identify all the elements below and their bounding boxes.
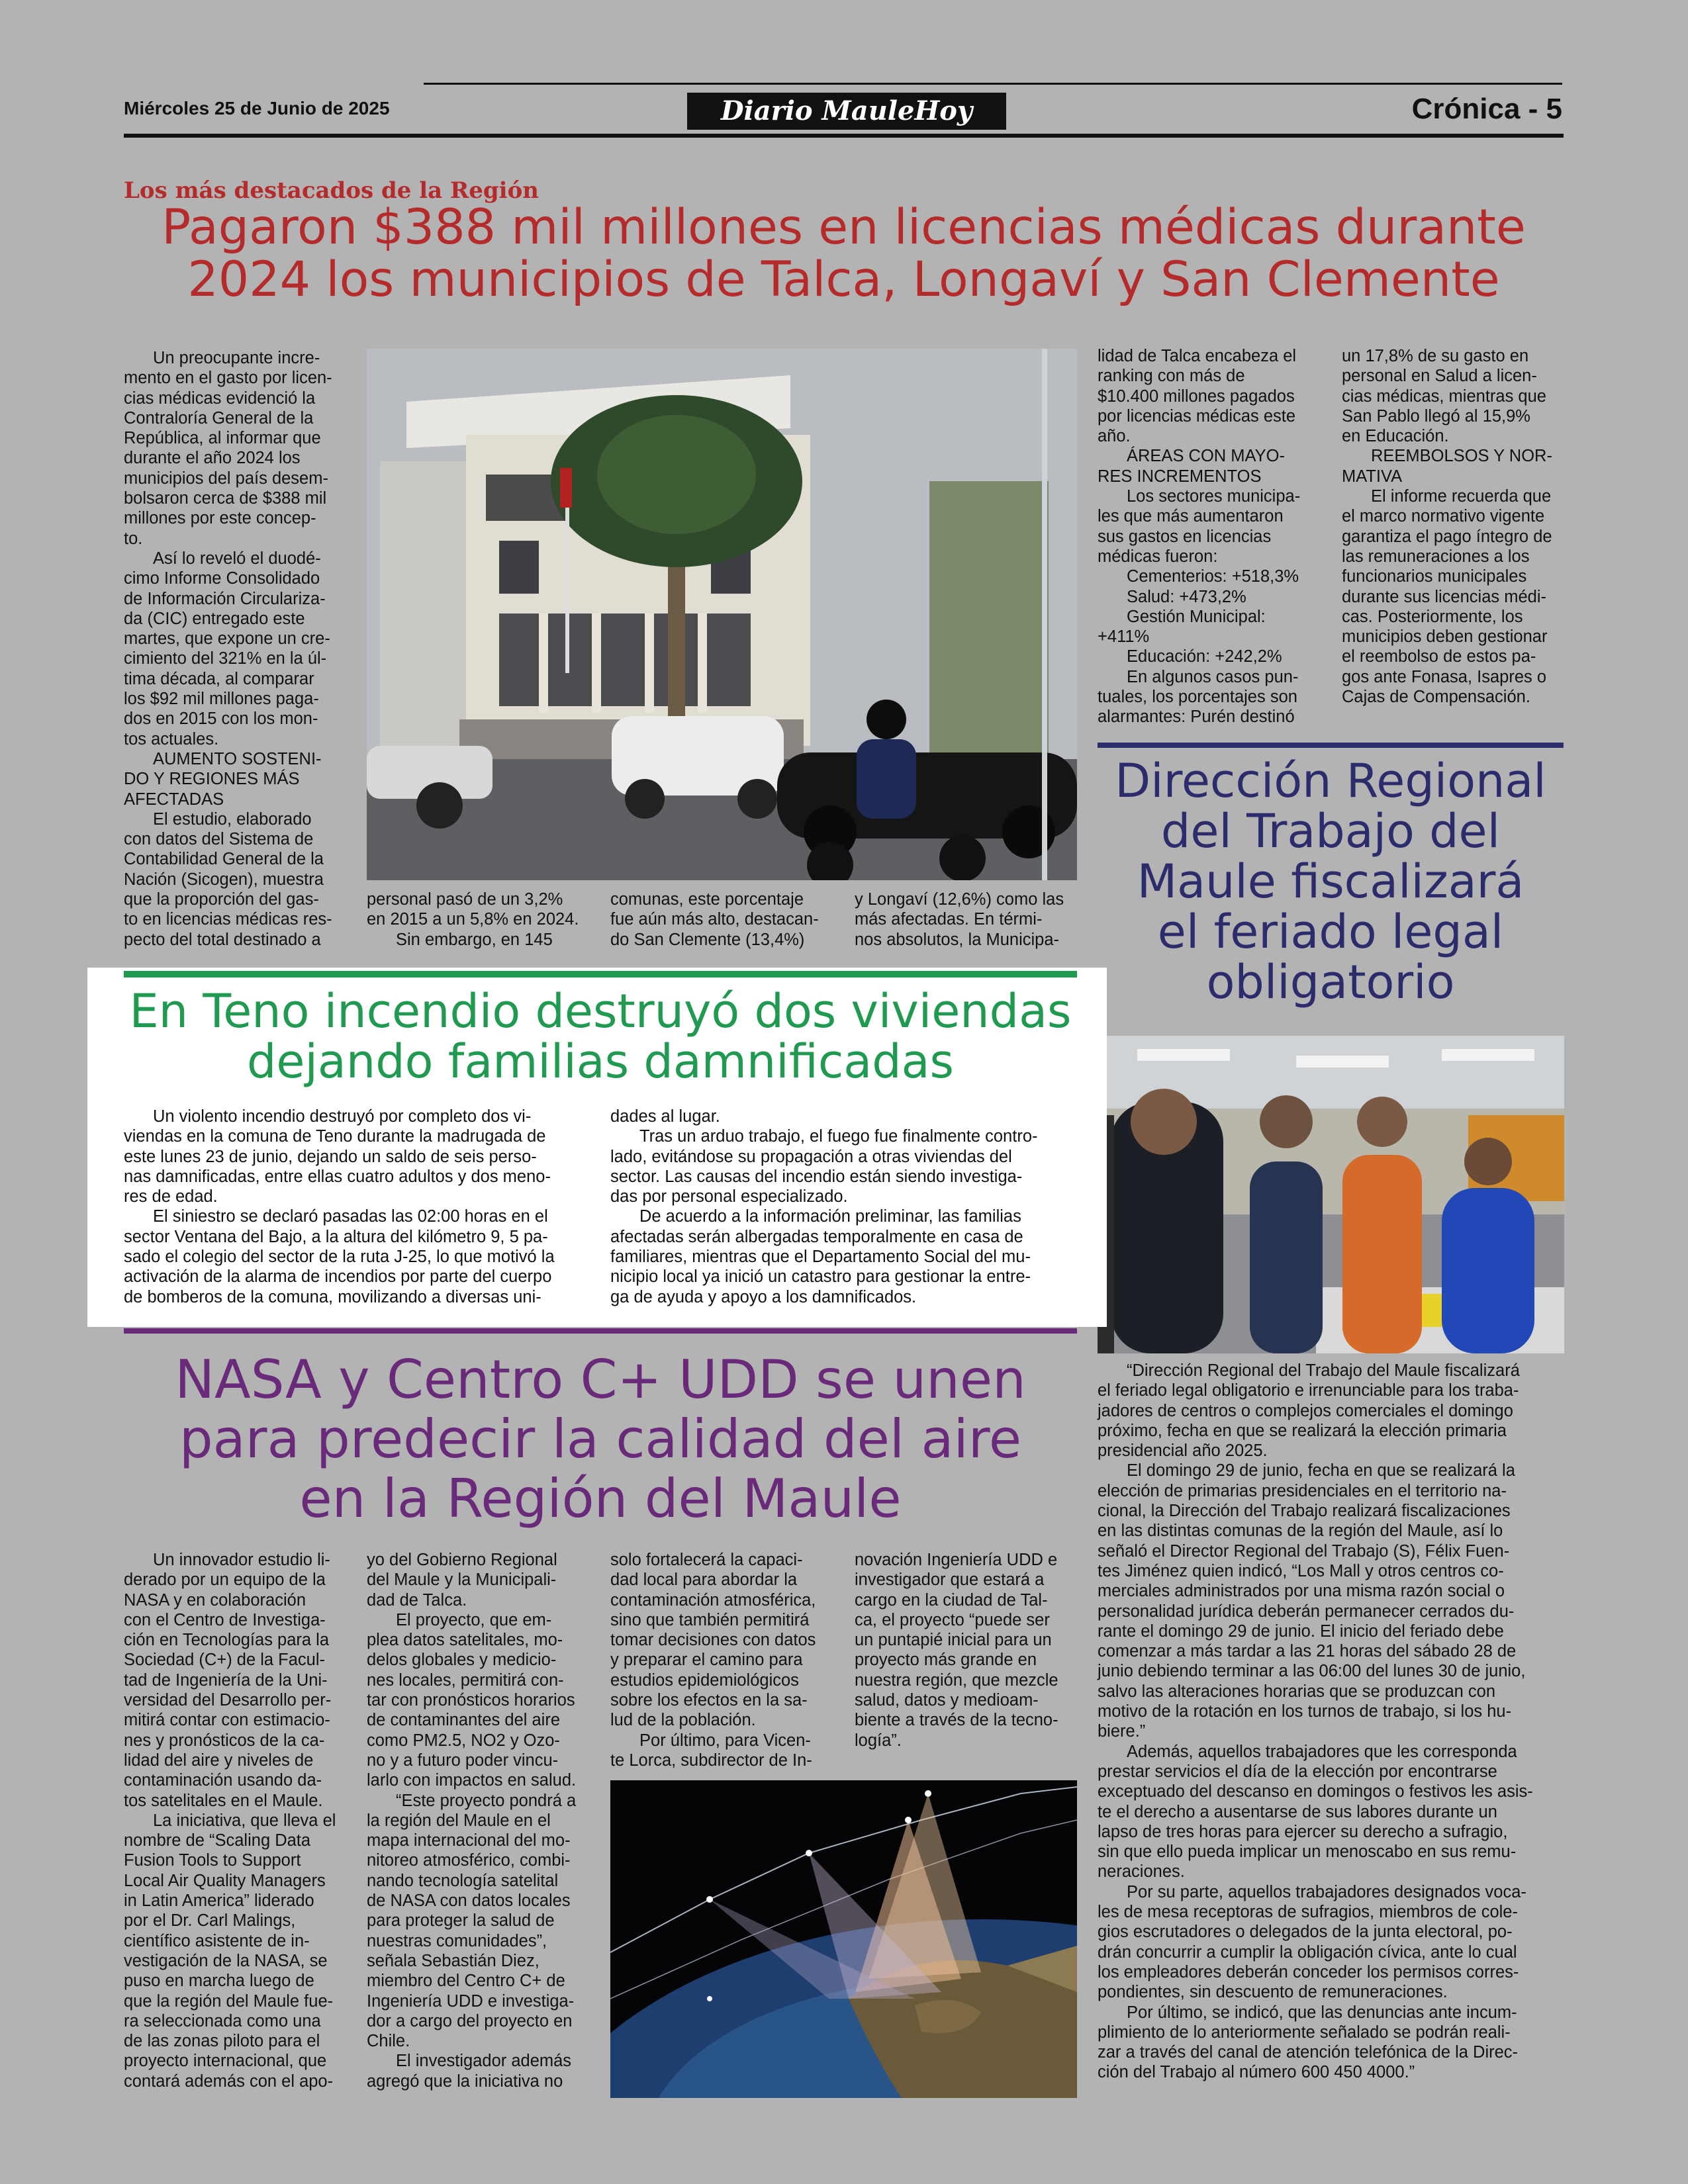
paragraph: comunas, este porcentaje fue aún más alto, destacan- do San Clemente (13,4%) bbox=[610, 890, 819, 949]
nasa-col-2 bbox=[367, 1550, 588, 2091]
stat-line: Gestión Municipal: +411% bbox=[1098, 607, 1266, 647]
paragraph: personal pasó de un 3,2% en 2015 a un 5,8% en 2024. bbox=[367, 890, 579, 929]
paragraph: Tras un arduo trabajo, el fuego fue finalmente contro- lado, evitándose su propagación a otras viviendas del sector. Las causas del incendio están siendo investiga- das por personal especializado. bbox=[610, 1127, 1038, 1206]
paragraph: En algunos casos pun- tuales, los porcentajes son alarmantes: Purén destinó bbox=[1098, 667, 1299, 727]
trabajo-body bbox=[1098, 1361, 1564, 2083]
licencias-col-3 bbox=[610, 889, 834, 950]
stat-line: Educación: +242,2% bbox=[1127, 647, 1282, 666]
paragraph: El domingo 29 de junio, fecha en que se realizará la elección de primarias presidenciales en el territorio na- cional, la Dirección del Trabajo realizará fiscalizaciones en las distintas comunas de la región del Maule, así lo señaló el Director Regional del Trabajo (S), Félix Fuen- tes Jiménez quien indicó, “Los Mall y otros centros co- merciales administrados por una misma razón social o personalidad jurídica deberán permanecer cerrados du- rante el domingo 29 de junio. El inicio del feriado debe comenzar a más tardar a las 21 horas del sábado 28 de junio debiendo terminar a las 06:00 del lunes 30 de junio, salvo las alteraciones horarias que se produzcan con motivo de la rotación en los turnos de trabajo, si los hu- biere.” bbox=[1098, 1461, 1526, 1741]
teno-top-rule bbox=[124, 971, 1077, 978]
licencias-col-5 bbox=[1098, 346, 1319, 727]
paragraph: El siniestro se declaró pasadas las 02:00 horas en el sector Ventana del Bajo, a la altura del kilómetro 9, 5 pa- sado el colegio del sector de la ruta J-25, lo que motivó la activación de la alarma de incendios por parte del cuerpo de bomberos de la comuna, movilizando a diversas uni- bbox=[124, 1207, 555, 1306]
stat-line: Salud: +473,2% bbox=[1127, 587, 1246, 606]
teno-col-2 bbox=[610, 1107, 1077, 1307]
nasa-col-3 bbox=[610, 1550, 834, 1770]
paragraph: Por su parte, aquellos trabajadores designados voca- les de mesa receptoras de sufragios, miembros de cole- gios escrutadores o delegados de la junta electoral, po- drán concurrir a cumplir la obligación cívica, ante lo cual los empleadores deberán conceder los permisos corres- pondientes, sin descuento de remuneraciones. bbox=[1098, 1882, 1526, 2002]
paragraph: y Longaví (12,6%) como las más afectadas. En térmi- nos absolutos, la Municipa- bbox=[855, 890, 1064, 949]
header-date: Miércoles 25 de Junio de 2025 bbox=[124, 98, 390, 118]
paragraph: lidad de Talca encabeza el ranking con más de $10.400 millones pagados por licencias médicas este año. bbox=[1098, 347, 1297, 446]
paragraph: El proyecto, que em- plea datos satelitales, mo- delos globales y medicio- nes locales, permitirá con- tar con pronósticos horarios de contaminantes del aire como PM2.5, NO2 y Ozo- no y a futuro poder vincu- larlo con impactos en salud. bbox=[367, 1610, 577, 1790]
paragraph: La iniciativa, que lleva el nombre de “Scaling Data Fusion Tools to Support Local Air Quality Managers in Latin America” liderado por el Dr. Carl Malings, científico asistente de in- vestigación de la NASA, se puso en marcha luego de que la región del Maule fue- ra seleccionada como una de las zonas piloto para el proyecto internacional, que contará además con el apo- bbox=[124, 1811, 336, 2091]
municipal-building-photo bbox=[367, 349, 1077, 880]
paragraph: Un preocupante incre- mento en el gasto por licen- cias médicas evidenció la Contraloría General de la República, al informar que durante el año 2024 los municipios del país desem- bolsaron cerca de $388 mil millones por este concep- to. bbox=[124, 349, 332, 548]
masthead-title: Diario MauleHoy bbox=[720, 95, 973, 126]
licencias-col-2 bbox=[367, 889, 590, 950]
paragraph: novación Ingeniería UDD e investigador que estará a cargo en la ciudad de Tal- ca, el proyecto “puede ser un puntapié inicial para un proyecto más grande en nuestra región, que mezcle salud, datos y medioam- biente a través de la tecno- logía”. bbox=[855, 1551, 1058, 1750]
licencias-col-4 bbox=[855, 889, 1077, 950]
paragraph: Un innovador estudio li- derado por un equipo de la NASA y en colaboración con el Centro de Investiga- ción en Tecnologías para la Sociedad (C+) de la Facul- tad de Ingeniería de la Uni- versidad del Desarrollo per- mitirá contar con estimacio- nes y pronósticos de la ca- lidad del aire y niveles de contaminación usando da- tos satelitales en el Maule. bbox=[124, 1551, 332, 1810]
officials-meeting-photo bbox=[1098, 1036, 1564, 1353]
section-label: Crónica - 5 bbox=[1411, 93, 1562, 125]
paragraph: yo del Gobierno Regional del Maule y la Municipali- dad de Talca. bbox=[367, 1551, 557, 1610]
paragraph: “Este proyecto pondrá a la región del Maule en el mapa internacional del mo- nitoreo atmosférico, combi- nando tecnología satelital de NASA con datos locales para proteger la salud de nuestras comunidades”, señala Sebastián Diez, miembro del Centro C+ de Ingeniería UDD e investiga- dor a cargo del proyecto en Chile. bbox=[367, 1791, 577, 2051]
satellite-earth-photo bbox=[610, 1780, 1077, 2098]
licencias-col-6 bbox=[1342, 346, 1564, 707]
kicker: Los más destacados de la Región bbox=[124, 177, 539, 204]
paragraph: De acuerdo a la información preliminar, las familias afectadas serán albergadas temporalmente en casa de familiares, mientras que el Departamento Social del mu- nicipio local ya inició un catastro para gestionar la entre- ga de ayuda y apoyo a los damnificados. bbox=[610, 1207, 1031, 1306]
satellite-earth-illustration bbox=[610, 1780, 1077, 2098]
municipal-building-illustration bbox=[367, 349, 1077, 880]
subheading: REEMBOLSOS Y NOR- MATIVA bbox=[1342, 447, 1552, 486]
licencias-col-1 bbox=[124, 348, 346, 950]
paragraph: dades al lugar. bbox=[610, 1107, 720, 1126]
teno-col-1 bbox=[124, 1107, 587, 1307]
teno-headline: En Teno incendio destruyó dos viviendas dejando familias damnificadas bbox=[129, 984, 1072, 1089]
paragraph: El estudio, elaborado con datos del Sistema de Contabilidad General de la Nación (Sicogen), muestra que la proporción del gas- to en licencias médicas res- pecto del total destinado a bbox=[124, 809, 332, 949]
trabajo-headline: Dirección Regional del Trabajo del Maule fiscalizará el feriado legal obligatorio bbox=[1115, 754, 1546, 1009]
paragraph: “Dirección Regional del Trabajo del Maule fiscalizará el feriado legal obligatorio e irrenunciable para los traba- jadores de centros o complejos comerciales el domingo próximo, fecha en que se realizará la elección primaria presidencial año 2025. bbox=[1098, 1361, 1520, 1461]
subheading: ÁREAS CON MAYO- RES INCREMENTOS bbox=[1098, 447, 1285, 486]
paragraph: Por último, para Vicen- te Lorca, subdirector de In- bbox=[610, 1731, 812, 1770]
paragraph: Así lo reveló el duodé- cimo Informe Consolidado de Información Circulariza- da (CIC) entregado este martes, que expone un cre- cimiento del 321% en la úl- tima década, al comparar los $92 mil millones paga- dos en 2015 con los mon- tos actuales. bbox=[124, 549, 330, 749]
paragraph: solo fortalecerá la capaci- dad local para abordar la contaminación atmosférica, sino que también permitirá tomar decisiones con datos y preparar el camino para estudios epidemiológicos sobre los efectos en la sa- lud de la población. bbox=[610, 1551, 816, 1730]
officials-meeting-illustration bbox=[1098, 1036, 1564, 1353]
nasa-headline: NASA y Centro C+ UDD se unen para predecir la calidad del aire en la Región del Maule bbox=[175, 1349, 1026, 1529]
licencias-headline: Pagaron $388 mil millones en licencias médicas durante 2024 los municipios de Talca, Longaví y San Clemente bbox=[162, 199, 1526, 308]
paragraph: un 17,8% de su gasto en personal en Salud a licen- cias médicas, mientras que San Pablo llegó al 15,9% en Educación. bbox=[1342, 347, 1546, 446]
subheading: AUMENTO SOSTENI- DO Y REGIONES MÁS AFECTADAS bbox=[124, 749, 322, 809]
nasa-col-1 bbox=[124, 1550, 346, 2091]
masthead bbox=[687, 93, 1006, 130]
paragraph: El investigador además agregó que la iniciativa no bbox=[367, 2052, 572, 2091]
teno-bottom-rule bbox=[124, 1328, 1077, 1334]
header-top-rule bbox=[424, 83, 1562, 85]
stat-line: Cementerios: +518,3% bbox=[1127, 567, 1299, 586]
nasa-col-4 bbox=[855, 1550, 1077, 1751]
trabajo-top-rule bbox=[1098, 743, 1564, 748]
paragraph: El informe recuerda que el marco normativo vigente garantiza el pago íntegro de las remuneraciones a los funcionarios municipales durante sus licencias médi- cas. Posteriormente, los municipios deben gestionar el reembolso de estos pa- gos ante Fonasa, Isapres o Cajas de Compensación. bbox=[1342, 487, 1552, 707]
paragraph: Sin embargo, en 145 bbox=[396, 930, 553, 949]
paragraph: Los sectores municipa- les que más aumentaron sus gastos en licencias médicas fueron: bbox=[1098, 487, 1301, 566]
paragraph: Además, aquellos trabajadores que les corresponda prestar servicios el día de la elección por encontrarse exceptuado del descanso en domingos o festivos les asis- te el derecho a ausentarse de sus labores durante un lapso de tres horas para ejercer su derecho a sufragio, sin que ello pueda implicar un menoscabo en sus remu- neraciones. bbox=[1098, 1742, 1533, 1882]
paragraph: Un violento incendio destruyó por completo dos vi- viendas en la comuna de Teno durante la madrugada de este lunes 23 de junio, dejando un saldo de seis perso- nas damnificadas, entre ellas cuatro adultos y dos meno- res de edad. bbox=[124, 1107, 551, 1206]
paragraph: Por último, se indicó, que las denuncias ante incum- plimiento de lo anteriormente señalado se podrán reali- zar a través del canal de atención telefónica de la Direc- ción del Trabajo al número 600 450 4000.” bbox=[1098, 2003, 1519, 2082]
header-bottom-rule bbox=[124, 134, 1564, 138]
